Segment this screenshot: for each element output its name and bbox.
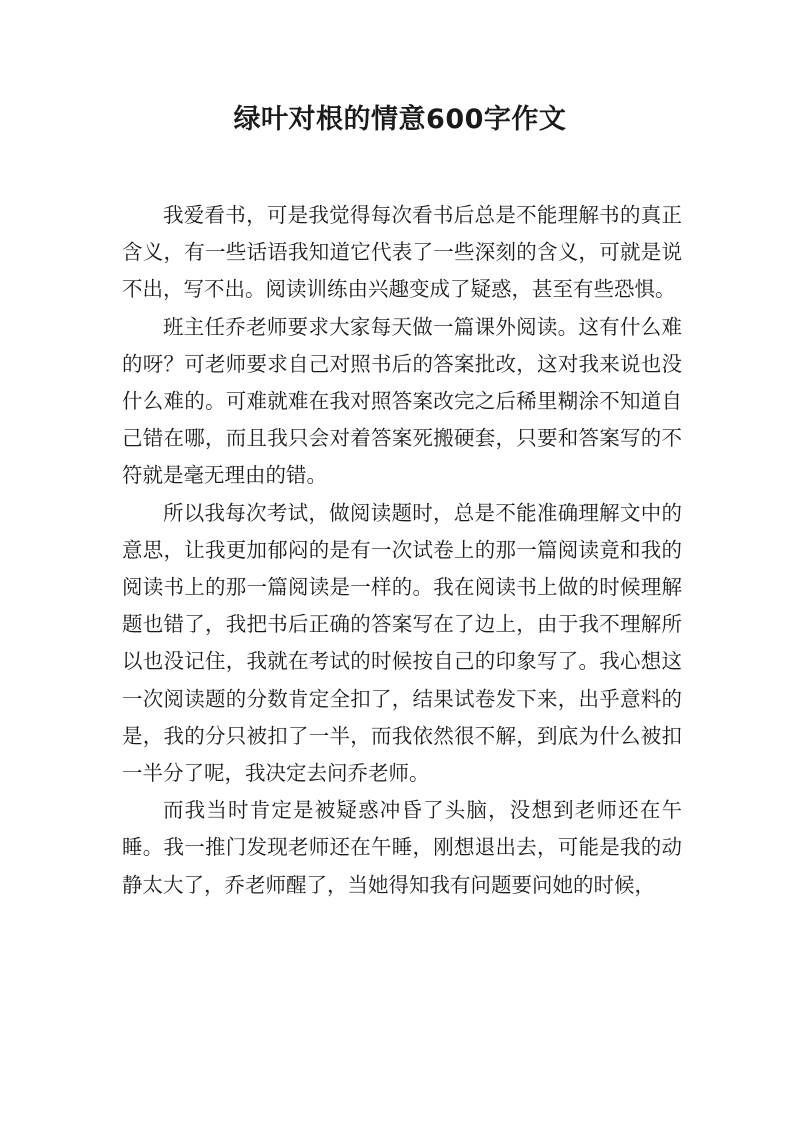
article-body — [122, 197, 682, 904]
paragraph-2: 班主任乔老师要求大家每天做一篇课外阅读。这有什么难的呀？可老师要求自己对照书后的答案批改，这对我来说也没什么难的。可难就难在我对照答案改完之后稀里糊涂不知道自己错在哪，而且我只会对着答案死搬硬套，只要和答案写的不符就是毫无理由的错。 — [122, 314, 682, 488]
paragraph-4: 而我当时肯定是被疑惑冲昏了头脑，没想到老师还在午睡。我一推门发现老师还在午睡，刚想退出去，可能是我的动静太大了，乔老师醒了，当她得知我有问题要问她的时候， — [122, 798, 682, 897]
page-title: 绿叶对根的情意600字作文 — [233, 104, 567, 135]
paragraph-3: 所以我每次考试，做阅读题时，总是不能准确理解文中的意思，让我更加郁闷的是有一次试卷上的那一篇阅读竟和我的阅读书上的那一篇阅读是一样的。我在阅读书上做的时候理解题也错了，我把书后正确的答案写在了边上，由于我不理解所以也没记住，我就在考试的时候按自己的印象写了。我心想这一次阅读题的分数肯定全扣了，结果试卷发下来，出乎意料的是，我的分只被扣了一半，而我依然很不解，到底为什么被扣一半分了呢，我决定去问乔老师。 — [122, 500, 682, 786]
paragraph-1: 我爱看书，可是我觉得每次看书后总是不能理解书的真正含义，有一些话语我知道它代表了一些深刻的含义，可就是说不出，写不出。阅读训练由兴趣变成了疑惑，甚至有些恐惧。 — [122, 203, 682, 302]
